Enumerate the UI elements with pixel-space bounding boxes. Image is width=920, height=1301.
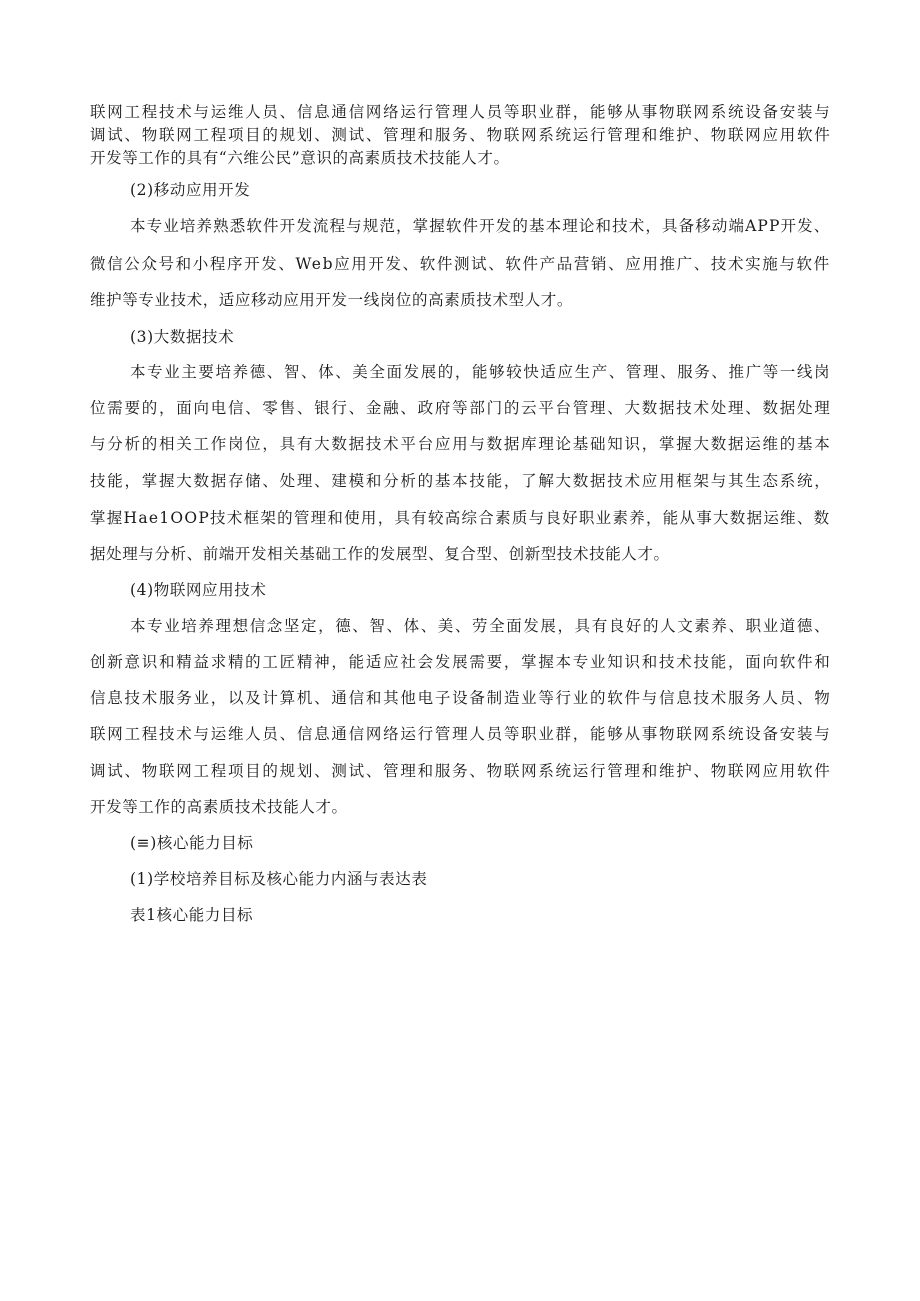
paragraph-line: 位需要的，面向电信、零售、银行、金融、政府等部门的云平台管理、大数据技术处理、数据处理 [90,399,832,417]
section-heading-core-competency: (≡)核心能力目标 [130,834,254,852]
paragraph-line: 技能，掌握大数据存储、处理、建模和分析的基本技能，了解大数据技术应用框架与其生态系统， [90,472,832,490]
paragraph-line: 创新意识和精益求精的工匠精神，能适应社会发展需要，掌握本专业知识和技术技能，面向软件和 [90,653,832,671]
section-heading-iot: (4)物联网应用技术 [130,581,267,599]
paragraph-line: 联网工程技术与运维人员、信息通信网络运行管理人员等职业群，能够从事物联网系统设备安装与 [90,725,832,743]
subsection-heading: (1)学校培养目标及核心能力内涵与表达表 [130,870,428,888]
paragraph-line: 本专业主要培养德、智、体、美全面发展的，能够较快适应生产、管理、服务、推广等一线岗 [130,363,832,381]
paragraph-line: 掌握Hae1OOP技术框架的管理和使用，具有较高综合素质与良好职业素养，能从事大数据运维、数 [90,509,831,527]
paragraph-line: 开发等工作的高素质技术技能人才。 [90,798,348,816]
paragraph-line: 开发等工作的具有“六维公民”意识的高素质技术技能人才。 [90,149,510,167]
section-heading-mobile-app: (2)移动应用开发 [130,181,251,199]
paragraph-line: 调试、物联网工程项目的规划、测试、管理和服务、物联网系统运行管理和维护、物联网应用软件 [90,126,832,144]
paragraph-line: 据处理与分析、前端开发相关基础工作的发展型、复合型、创新型技术技能人才。 [90,545,670,563]
paragraph-line: 与分析的相关工作岗位，具有大数据技术平台应用与数据库理论基础知识，掌握大数据运维的基本 [90,435,832,453]
paragraph-line: 本专业培养理想信念坚定，德、智、体、美、劳全面发展，具有良好的人文素养、职业道德、 [130,617,832,635]
section-heading-big-data: (3)大数据技术 [130,328,235,346]
paragraph-line: 微信公众号和小程序开发、Web应用开发、软件测试、软件产品营销、应用推广、技术实施与软件 [90,255,831,273]
table-caption: 表1核心能力目标 [130,906,254,924]
paragraph-line: 信息技术服务业，以及计算机、通信和其他电子设备制造业等行业的软件与信息技术服务人员、物 [90,689,832,707]
paragraph-line: 调试、物联网工程项目的规划、测试、管理和服务、物联网系统运行管理和维护、物联网应用软件 [90,762,832,780]
paragraph-line: 本专业培养熟悉软件开发流程与规范，掌握软件开发的基本理论和技术，具备移动端APP开发、 [130,217,831,235]
paragraph-line: 联网工程技术与运维人员、信息通信网络运行管理人员等职业群，能够从事物联网系统设备安装与 [90,103,832,121]
paragraph-line: 维护等专业技术，适应移动应用开发一线岗位的高素质技术型人才。 [90,291,574,309]
